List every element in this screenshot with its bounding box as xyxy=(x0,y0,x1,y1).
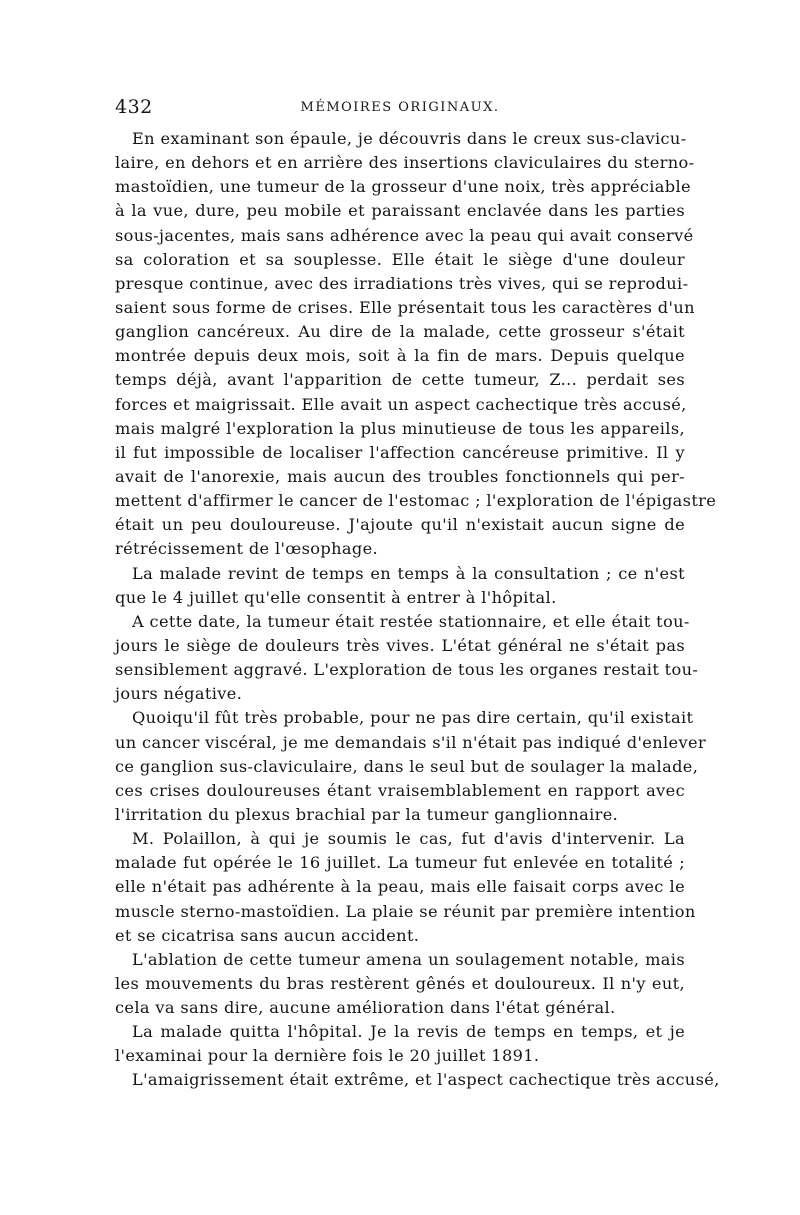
text-line: laire, en dehors et en arrière des insertions claviculaires du sterno- xyxy=(115,153,695,173)
text-line: malade fut opérée le 16 juillet. La tumeur fut enlevée en totalité ; xyxy=(115,853,685,873)
text-line: ce ganglion sus-claviculaire, dans le seul but de soulager la malade, xyxy=(115,756,699,776)
text-line: saient sous forme de crises. Elle présentait tous les caractères d'un xyxy=(115,297,695,317)
text-line: montrée depuis deux mois, soit à la fin de mars. Depuis quelque xyxy=(115,346,685,366)
text-line: En examinant son épaule, je découvris dans le creux sus-clavicu- xyxy=(132,129,687,148)
text-line: mais malgré l'exploration la plus minutieuse de tous les appareils, xyxy=(115,418,685,438)
text-line: elle n'était pas adhérente à la peau, mais elle faisait corps avec le xyxy=(115,877,685,897)
text-line: Quoiqu'il fût très probable, pour ne pas dire certain, qu'il existait xyxy=(132,708,694,728)
text-line: jours négative. xyxy=(115,684,243,704)
text-line: forces et maigrissait. Elle avait un aspect cachectique très accusé, xyxy=(115,394,687,414)
text-line: les mouvements du bras restèrent gênés et douloureux. Il n'y eut, xyxy=(115,973,685,993)
text-line: était un peu douloureuse. J'ajoute qu'il n'existait aucun signe de xyxy=(115,515,685,535)
text-line: La malade revint de temps en temps à la consultation ; ce n'est xyxy=(132,563,685,583)
text-line: l'examinai pour la dernière fois le 20 juillet 1891. xyxy=(115,1046,540,1066)
page-number: 432 xyxy=(115,96,153,118)
text-line: ces crises douloureuses étant vraisemblablement en rapport avec xyxy=(115,780,685,800)
text-line: ganglion cancéreux. Au dire de la malade, cette grosseur s'était xyxy=(115,322,685,342)
text-line: presque continue, avec des irradiations très vives, qui se reprodui- xyxy=(115,273,689,293)
text-line: La malade quitta l'hôpital. Je la revis de temps en temps, et je xyxy=(132,1022,685,1042)
text-line: que le 4 juillet qu'elle consentit à entrer à l'hôpital. xyxy=(115,587,557,607)
text-line: il fut impossible de localiser l'affection cancéreuse primitive. Il y xyxy=(115,442,685,462)
text-line: un cancer viscéral, je me demandais s'il n'était pas indiqué d'enlever xyxy=(115,732,706,752)
text-line: sensiblement aggravé. L'exploration de tous les organes restait tou- xyxy=(115,660,699,680)
body-text xyxy=(115,127,720,1093)
text-line: jours le siège de douleurs très vives. L'état général ne s'était pas xyxy=(115,635,685,655)
text-line: sous-jacentes, mais sans adhérence avec la peau qui avait conservé xyxy=(115,225,694,245)
text-line: M. Polaillon, à qui je soumis le cas, fut d'avis d'intervenir. La xyxy=(132,829,685,849)
running-header xyxy=(115,96,685,126)
text-line: cela va sans dire, aucune amélioration dans l'état général. xyxy=(115,998,616,1018)
text-line: mastoïdien, une tumeur de la grosseur d'une noix, très appréciable xyxy=(115,177,691,197)
text-line: temps déjà, avant l'apparition de cette tumeur, Z... perdait ses xyxy=(115,370,685,390)
text-line: rétrécissement de l'œsophage. xyxy=(115,539,379,559)
text-line: A cette date, la tumeur était restée stationnaire, et elle était tou- xyxy=(132,611,690,631)
text-line: avait de l'anorexie, mais aucun des troubles fonctionnels qui per- xyxy=(115,466,685,486)
text-line: L'amaigrissement était extrême, et l'aspect cachectique très accusé, xyxy=(132,1070,720,1090)
running-title: MÉMOIRES ORIGINAUX. xyxy=(300,100,500,115)
text-line: mettent d'affirmer le cancer de l'estomac ; l'exploration de l'épigastre xyxy=(115,491,717,511)
text-line: et se cicatrisa sans aucun accident. xyxy=(115,925,420,945)
text-line: l'irritation du plexus brachial par la tumeur ganglionnaire. xyxy=(115,804,619,824)
text-line: muscle sterno-mastoïdien. La plaie se réunit par première intention xyxy=(115,901,696,921)
text-line: L'ablation de cette tumeur amena un soulagement notable, mais xyxy=(132,949,685,969)
text-line: à la vue, dure, peu mobile et paraissant enclavée dans les parties xyxy=(115,201,685,221)
text-line: sa coloration et sa souplesse. Elle était le siège d'une douleur xyxy=(115,249,685,269)
